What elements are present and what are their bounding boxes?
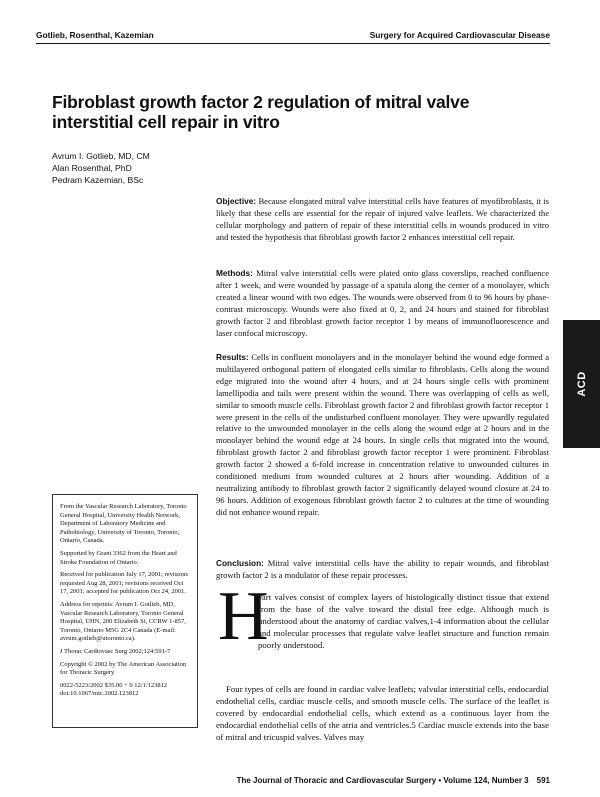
reprint-address: Address for reprints: Avrum I. Gotlieb, MD, Vascular Research Laboratory, Toronto General Hospital, UHN, 200 Elizabeth St, CCRW 1-857, Toronto, Ontario M5G 2C4 Canada (E-mail: avrum.gotlieb@utoronto.ca). (60, 600, 186, 643)
author-list (52, 150, 150, 186)
side-tab-label: ACD (575, 371, 588, 397)
funding: Supported by Grant 3362 from the Heart and Stroke Foundation of Ontario. (60, 549, 177, 566)
abstract-text: Cells in confluent monolayers and in the monolayer behind the wound edge formed a multilayered orthogonal pattern of elongated cells similar to fibroblasts. Cells along the wound edge migrated into the wound after 4 hours, and at 24 hours single cells with prominent lamellipodia and tails were present within the wound. There was overlapping of cells as well, similar to smooth muscle cells. Fibroblast growth factor 2 and fibroblast growth factor receptor 1 were present in the cells of the undisturbed confluent monolayer. They were upwardly regulated relative to the unwounded monolayer in the cells along the wound edge at 2 hours and in the monolayer behind the wound edge at 24 hours. In single cells that migrated into the wound, fibroblast growth factor 2 and fibroblast growth factor receptor 1 were prominent. Fibroblast growth factor 2 showed a 6-fold increase in concentration relative to unwounded cultures in conditioned medium from wounded cultures at 2 hours after wounding. Addition of a neutralizing antibody to fibroblast growth factor 2 significantly delayed wound closure at 24 to 96 hours. Addition of exogenous fibroblast growth factor 2 to cultures at the time of wounding did not enhance wound repair. (216, 352, 549, 517)
author: Avrum I. Gotlieb, MD, CM (52, 151, 150, 161)
abstract-text: Because elongated mitral valve interstitial cells have features of myofibroblasts, it is likely that these cells are essential for the repair of injured valve leaflets. We characterized the cellular morphology and pattern of repair of these interstitial cells in wounds produced in vitro and tested the hypothesis that fibroblast growth factor 2 enhances interstitial cell repair. (216, 196, 550, 242)
doi: doi:10.1067/mtc.2002.123812 (60, 690, 139, 698)
author: Pedram Kazemian, BSc (52, 175, 144, 185)
issn: 0022-5223/2002 $35.00 + 0 12/1/123812 (60, 681, 168, 689)
footer-journal: The Journal of Thoracic and Cardiovascular Surgery • Volume 124, Number 3 (236, 776, 529, 785)
copyright: Copyright © 2002 by The American Association for Thoracic Surgery (60, 660, 187, 677)
header-rule (36, 43, 550, 44)
author: Alan Rosenthal, PhD (52, 163, 132, 173)
article-title: Fibroblast growth factor 2 regulation of mitral valve interstitial cell repair in vitro (52, 92, 470, 132)
abstract-objective (216, 196, 549, 244)
abstract-text: Mitral valve interstitial cells were plated onto glass coverslips, reached confluence after 1 week, and were wounded by passage of a spatula along the center of a monolayer, which created a linear wound with two edges. The wounds were observed from 0 to 96 hours by phase-contrast microscopy. Wounds were also fixed at 0, 2, and 24 hours and stained for fibroblast growth factor 2 and fibroblast growth factor receptor 1 by means of immunofluorescence and laser confocal microscopy. (216, 268, 549, 338)
page-footer (237, 776, 550, 785)
running-header-section: Surgery for Acquired Cardiovascular Disease (369, 30, 550, 40)
affiliation: From the Vascular Research Laboratory, Toronto General Hospital, University Health Network, Department of Laboratory Medicine and Pathobiology, University of Toronto, Toronto, Ontario, Canada. (60, 503, 187, 545)
body-paragraph (216, 592, 549, 664)
abstract-label: Results: (216, 352, 249, 362)
body-text: eart valves consist of complex layers of histologically distinct tissue that extend from the base of the valve toward the distal free edge. Although much is understood about the anatomy of cardiac valves,1-4 information about the cellular and molecular processes that regulate valve leaflet structure and function remain poorly understood. (258, 592, 549, 650)
article-info-box (52, 494, 198, 728)
abstract-label: Methods: (216, 268, 253, 278)
abstract-label: Conclusion: (216, 558, 264, 568)
abstract-methods (216, 268, 549, 339)
abstract-label: Objective: (216, 196, 257, 206)
citation: J Thorac Cardiovasc Surg 2002;124:591-7 (60, 647, 171, 655)
received-dates: Received for publication July 17, 2001; revisions requested Aug 28, 2001; revisions received Oct 17, 2001; accepted for publication Oct 24, 2001. (60, 571, 188, 596)
page-number: 591 (536, 776, 550, 785)
running-header-authors: Gotlieb, Rosenthal, Kazemian (36, 30, 154, 40)
abstract-results (216, 352, 549, 519)
running-header (36, 30, 550, 44)
body-paragraph: Four types of cells are found in cardiac valve leaflets; valvular interstitial cells, endocardial endothelial cells, cardiac muscle cells, and smooth muscle cells. The surface of the leaflet is covered by endocardial endothelial cells, which extend as a continuous layer from the endocardial endothelial cells of the atria and ventricles.5 Cardiac muscle extends into the base of mitral and tricuspid valves. Valves may (216, 684, 549, 742)
abstract-text: Mitral valve interstitial cells have the ability to repair wounds, and fibroblast growth factor 2 is a modulator of these repair processes. (216, 558, 549, 580)
section-side-tab (563, 320, 600, 448)
drop-cap: H (218, 578, 269, 655)
drop-cap-spacer (216, 592, 258, 664)
